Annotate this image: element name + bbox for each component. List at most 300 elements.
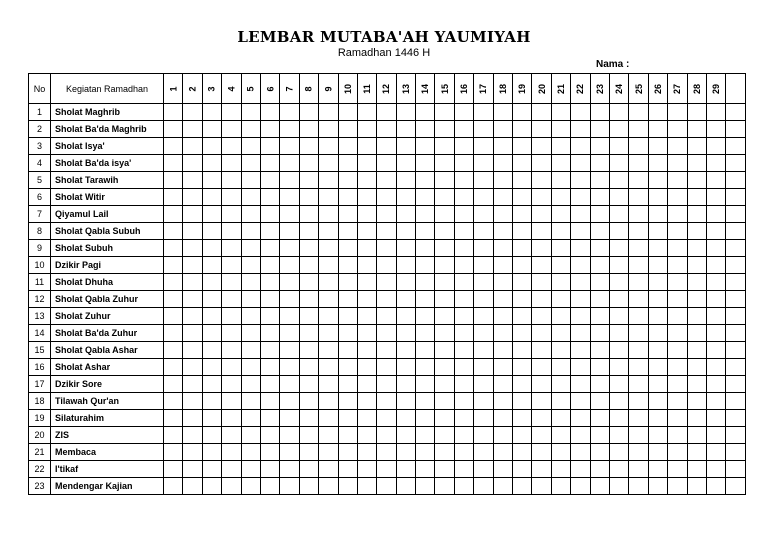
check-cell[interactable]	[513, 410, 532, 427]
check-cell[interactable]	[338, 342, 357, 359]
check-cell[interactable]	[338, 393, 357, 410]
check-cell[interactable]	[454, 291, 473, 308]
check-cell[interactable]	[551, 274, 570, 291]
check-cell[interactable]	[668, 308, 687, 325]
check-cell[interactable]	[668, 138, 687, 155]
check-cell[interactable]	[183, 121, 202, 138]
check-cell[interactable]	[513, 376, 532, 393]
check-cell[interactable]	[571, 240, 590, 257]
check-cell[interactable]	[668, 274, 687, 291]
check-cell[interactable]	[396, 359, 415, 376]
check-cell[interactable]	[551, 427, 570, 444]
check-cell[interactable]	[319, 206, 338, 223]
check-cell[interactable]	[493, 478, 512, 495]
check-cell[interactable]	[338, 376, 357, 393]
check-cell[interactable]	[396, 121, 415, 138]
check-cell[interactable]	[299, 376, 318, 393]
check-cell[interactable]	[571, 478, 590, 495]
check-cell[interactable]	[513, 393, 532, 410]
check-cell[interactable]	[183, 274, 202, 291]
check-cell[interactable]	[435, 461, 454, 478]
check-cell[interactable]	[319, 189, 338, 206]
check-cell[interactable]	[222, 121, 241, 138]
check-cell[interactable]	[571, 461, 590, 478]
check-cell[interactable]	[260, 223, 279, 240]
check-cell[interactable]	[590, 240, 609, 257]
check-cell[interactable]	[435, 410, 454, 427]
check-cell[interactable]	[493, 410, 512, 427]
check-cell[interactable]	[164, 308, 183, 325]
check-cell[interactable]	[551, 223, 570, 240]
check-cell[interactable]	[493, 104, 512, 121]
check-cell[interactable]	[396, 393, 415, 410]
check-cell[interactable]	[377, 189, 396, 206]
check-cell[interactable]	[183, 155, 202, 172]
check-cell[interactable]	[687, 240, 706, 257]
check-cell[interactable]	[551, 444, 570, 461]
check-cell[interactable]	[706, 274, 725, 291]
check-cell[interactable]	[454, 410, 473, 427]
check-cell[interactable]	[687, 444, 706, 461]
check-cell[interactable]	[396, 206, 415, 223]
check-cell[interactable]	[474, 461, 493, 478]
check-cell[interactable]	[183, 291, 202, 308]
check-cell[interactable]	[648, 223, 667, 240]
check-cell[interactable]	[435, 223, 454, 240]
check-cell[interactable]	[687, 138, 706, 155]
check-cell[interactable]	[241, 121, 260, 138]
check-cell[interactable]	[435, 172, 454, 189]
check-cell[interactable]	[493, 189, 512, 206]
check-cell[interactable]	[319, 410, 338, 427]
check-cell[interactable]	[454, 223, 473, 240]
check-cell[interactable]	[668, 240, 687, 257]
check-cell[interactable]	[202, 308, 221, 325]
check-cell[interactable]	[338, 325, 357, 342]
check-cell[interactable]	[706, 461, 725, 478]
check-cell[interactable]	[260, 121, 279, 138]
check-cell[interactable]	[338, 308, 357, 325]
check-cell[interactable]	[435, 376, 454, 393]
check-cell[interactable]	[668, 172, 687, 189]
check-cell[interactable]	[357, 478, 376, 495]
check-cell[interactable]	[706, 104, 725, 121]
check-cell[interactable]	[396, 189, 415, 206]
check-cell[interactable]	[183, 138, 202, 155]
check-cell[interactable]	[280, 325, 299, 342]
check-cell[interactable]	[454, 172, 473, 189]
check-cell[interactable]	[726, 376, 745, 393]
check-cell[interactable]	[319, 444, 338, 461]
check-cell[interactable]	[629, 172, 648, 189]
check-cell[interactable]	[319, 308, 338, 325]
check-cell[interactable]	[668, 223, 687, 240]
check-cell[interactable]	[629, 410, 648, 427]
check-cell[interactable]	[648, 274, 667, 291]
check-cell[interactable]	[241, 206, 260, 223]
check-cell[interactable]	[454, 427, 473, 444]
check-cell[interactable]	[493, 342, 512, 359]
check-cell[interactable]	[416, 376, 435, 393]
check-cell[interactable]	[357, 274, 376, 291]
check-cell[interactable]	[299, 121, 318, 138]
check-cell[interactable]	[609, 240, 628, 257]
check-cell[interactable]	[299, 478, 318, 495]
check-cell[interactable]	[222, 478, 241, 495]
check-cell[interactable]	[164, 393, 183, 410]
check-cell[interactable]	[687, 223, 706, 240]
check-cell[interactable]	[551, 121, 570, 138]
check-cell[interactable]	[590, 291, 609, 308]
check-cell[interactable]	[299, 291, 318, 308]
check-cell[interactable]	[571, 206, 590, 223]
check-cell[interactable]	[706, 121, 725, 138]
check-cell[interactable]	[416, 189, 435, 206]
check-cell[interactable]	[319, 274, 338, 291]
check-cell[interactable]	[319, 172, 338, 189]
check-cell[interactable]	[396, 257, 415, 274]
check-cell[interactable]	[338, 240, 357, 257]
check-cell[interactable]	[609, 342, 628, 359]
check-cell[interactable]	[687, 342, 706, 359]
check-cell[interactable]	[609, 461, 628, 478]
check-cell[interactable]	[513, 104, 532, 121]
check-cell[interactable]	[648, 257, 667, 274]
check-cell[interactable]	[551, 325, 570, 342]
check-cell[interactable]	[299, 308, 318, 325]
check-cell[interactable]	[357, 342, 376, 359]
check-cell[interactable]	[629, 393, 648, 410]
check-cell[interactable]	[299, 325, 318, 342]
check-cell[interactable]	[260, 359, 279, 376]
check-cell[interactable]	[609, 325, 628, 342]
check-cell[interactable]	[687, 189, 706, 206]
check-cell[interactable]	[260, 291, 279, 308]
check-cell[interactable]	[202, 325, 221, 342]
check-cell[interactable]	[377, 410, 396, 427]
check-cell[interactable]	[260, 189, 279, 206]
check-cell[interactable]	[241, 223, 260, 240]
check-cell[interactable]	[164, 155, 183, 172]
check-cell[interactable]	[454, 257, 473, 274]
check-cell[interactable]	[629, 121, 648, 138]
check-cell[interactable]	[532, 189, 551, 206]
check-cell[interactable]	[648, 410, 667, 427]
check-cell[interactable]	[493, 308, 512, 325]
check-cell[interactable]	[260, 444, 279, 461]
check-cell[interactable]	[532, 223, 551, 240]
check-cell[interactable]	[629, 478, 648, 495]
check-cell[interactable]	[648, 172, 667, 189]
check-cell[interactable]	[571, 325, 590, 342]
check-cell[interactable]	[590, 444, 609, 461]
check-cell[interactable]	[357, 393, 376, 410]
check-cell[interactable]	[435, 206, 454, 223]
check-cell[interactable]	[222, 291, 241, 308]
check-cell[interactable]	[551, 359, 570, 376]
check-cell[interactable]	[590, 393, 609, 410]
check-cell[interactable]	[648, 393, 667, 410]
check-cell[interactable]	[319, 257, 338, 274]
check-cell[interactable]	[377, 274, 396, 291]
check-cell[interactable]	[726, 206, 745, 223]
check-cell[interactable]	[629, 427, 648, 444]
check-cell[interactable]	[299, 342, 318, 359]
check-cell[interactable]	[183, 206, 202, 223]
check-cell[interactable]	[299, 155, 318, 172]
check-cell[interactable]	[571, 155, 590, 172]
check-cell[interactable]	[377, 478, 396, 495]
check-cell[interactable]	[164, 138, 183, 155]
check-cell[interactable]	[668, 427, 687, 444]
check-cell[interactable]	[202, 359, 221, 376]
check-cell[interactable]	[164, 257, 183, 274]
check-cell[interactable]	[609, 308, 628, 325]
check-cell[interactable]	[280, 444, 299, 461]
check-cell[interactable]	[319, 291, 338, 308]
check-cell[interactable]	[571, 342, 590, 359]
check-cell[interactable]	[299, 410, 318, 427]
check-cell[interactable]	[435, 478, 454, 495]
check-cell[interactable]	[183, 257, 202, 274]
check-cell[interactable]	[454, 104, 473, 121]
check-cell[interactable]	[222, 342, 241, 359]
check-cell[interactable]	[260, 257, 279, 274]
check-cell[interactable]	[435, 240, 454, 257]
check-cell[interactable]	[435, 393, 454, 410]
check-cell[interactable]	[260, 240, 279, 257]
check-cell[interactable]	[609, 172, 628, 189]
check-cell[interactable]	[474, 223, 493, 240]
check-cell[interactable]	[396, 410, 415, 427]
check-cell[interactable]	[726, 274, 745, 291]
check-cell[interactable]	[357, 121, 376, 138]
check-cell[interactable]	[377, 223, 396, 240]
check-cell[interactable]	[396, 444, 415, 461]
check-cell[interactable]	[590, 325, 609, 342]
check-cell[interactable]	[590, 172, 609, 189]
check-cell[interactable]	[338, 291, 357, 308]
check-cell[interactable]	[629, 155, 648, 172]
check-cell[interactable]	[164, 325, 183, 342]
check-cell[interactable]	[338, 104, 357, 121]
check-cell[interactable]	[474, 104, 493, 121]
check-cell[interactable]	[532, 461, 551, 478]
check-cell[interactable]	[319, 138, 338, 155]
check-cell[interactable]	[164, 189, 183, 206]
check-cell[interactable]	[609, 223, 628, 240]
check-cell[interactable]	[164, 342, 183, 359]
check-cell[interactable]	[687, 427, 706, 444]
check-cell[interactable]	[357, 376, 376, 393]
check-cell[interactable]	[532, 257, 551, 274]
check-cell[interactable]	[280, 138, 299, 155]
check-cell[interactable]	[474, 308, 493, 325]
check-cell[interactable]	[357, 189, 376, 206]
check-cell[interactable]	[726, 172, 745, 189]
check-cell[interactable]	[726, 257, 745, 274]
check-cell[interactable]	[164, 376, 183, 393]
check-cell[interactable]	[280, 291, 299, 308]
check-cell[interactable]	[629, 325, 648, 342]
check-cell[interactable]	[222, 359, 241, 376]
check-cell[interactable]	[416, 104, 435, 121]
check-cell[interactable]	[629, 257, 648, 274]
check-cell[interactable]	[299, 189, 318, 206]
check-cell[interactable]	[357, 257, 376, 274]
check-cell[interactable]	[687, 274, 706, 291]
check-cell[interactable]	[319, 342, 338, 359]
check-cell[interactable]	[377, 359, 396, 376]
check-cell[interactable]	[396, 291, 415, 308]
check-cell[interactable]	[435, 427, 454, 444]
check-cell[interactable]	[377, 325, 396, 342]
check-cell[interactable]	[280, 308, 299, 325]
check-cell[interactable]	[668, 155, 687, 172]
check-cell[interactable]	[183, 359, 202, 376]
check-cell[interactable]	[454, 325, 473, 342]
check-cell[interactable]	[435, 325, 454, 342]
check-cell[interactable]	[338, 274, 357, 291]
check-cell[interactable]	[416, 257, 435, 274]
check-cell[interactable]	[416, 274, 435, 291]
check-cell[interactable]	[474, 291, 493, 308]
check-cell[interactable]	[435, 308, 454, 325]
check-cell[interactable]	[164, 359, 183, 376]
check-cell[interactable]	[416, 410, 435, 427]
check-cell[interactable]	[668, 325, 687, 342]
check-cell[interactable]	[513, 240, 532, 257]
check-cell[interactable]	[357, 223, 376, 240]
check-cell[interactable]	[590, 104, 609, 121]
check-cell[interactable]	[532, 359, 551, 376]
check-cell[interactable]	[571, 376, 590, 393]
check-cell[interactable]	[280, 461, 299, 478]
check-cell[interactable]	[609, 427, 628, 444]
check-cell[interactable]	[609, 444, 628, 461]
check-cell[interactable]	[726, 104, 745, 121]
check-cell[interactable]	[222, 206, 241, 223]
check-cell[interactable]	[532, 342, 551, 359]
check-cell[interactable]	[260, 461, 279, 478]
check-cell[interactable]	[222, 308, 241, 325]
check-cell[interactable]	[590, 223, 609, 240]
check-cell[interactable]	[629, 461, 648, 478]
check-cell[interactable]	[551, 240, 570, 257]
check-cell[interactable]	[183, 376, 202, 393]
check-cell[interactable]	[609, 189, 628, 206]
check-cell[interactable]	[202, 291, 221, 308]
check-cell[interactable]	[416, 359, 435, 376]
check-cell[interactable]	[222, 461, 241, 478]
check-cell[interactable]	[260, 410, 279, 427]
check-cell[interactable]	[474, 325, 493, 342]
check-cell[interactable]	[280, 376, 299, 393]
check-cell[interactable]	[454, 155, 473, 172]
check-cell[interactable]	[357, 155, 376, 172]
check-cell[interactable]	[687, 257, 706, 274]
check-cell[interactable]	[513, 325, 532, 342]
check-cell[interactable]	[338, 189, 357, 206]
check-cell[interactable]	[454, 274, 473, 291]
check-cell[interactable]	[609, 104, 628, 121]
check-cell[interactable]	[590, 461, 609, 478]
check-cell[interactable]	[202, 257, 221, 274]
check-cell[interactable]	[668, 376, 687, 393]
check-cell[interactable]	[241, 240, 260, 257]
check-cell[interactable]	[513, 189, 532, 206]
check-cell[interactable]	[164, 104, 183, 121]
check-cell[interactable]	[571, 393, 590, 410]
check-cell[interactable]	[474, 172, 493, 189]
check-cell[interactable]	[629, 223, 648, 240]
check-cell[interactable]	[454, 308, 473, 325]
check-cell[interactable]	[629, 274, 648, 291]
check-cell[interactable]	[609, 359, 628, 376]
check-cell[interactable]	[241, 189, 260, 206]
check-cell[interactable]	[551, 138, 570, 155]
check-cell[interactable]	[299, 240, 318, 257]
check-cell[interactable]	[377, 104, 396, 121]
check-cell[interactable]	[183, 189, 202, 206]
check-cell[interactable]	[299, 172, 318, 189]
check-cell[interactable]	[280, 155, 299, 172]
check-cell[interactable]	[202, 138, 221, 155]
check-cell[interactable]	[280, 206, 299, 223]
check-cell[interactable]	[435, 121, 454, 138]
check-cell[interactable]	[687, 410, 706, 427]
check-cell[interactable]	[571, 444, 590, 461]
check-cell[interactable]	[687, 478, 706, 495]
check-cell[interactable]	[706, 206, 725, 223]
check-cell[interactable]	[726, 478, 745, 495]
check-cell[interactable]	[687, 359, 706, 376]
check-cell[interactable]	[202, 206, 221, 223]
check-cell[interactable]	[435, 274, 454, 291]
check-cell[interactable]	[183, 325, 202, 342]
check-cell[interactable]	[629, 376, 648, 393]
check-cell[interactable]	[357, 359, 376, 376]
check-cell[interactable]	[513, 223, 532, 240]
check-cell[interactable]	[493, 325, 512, 342]
check-cell[interactable]	[513, 291, 532, 308]
check-cell[interactable]	[571, 223, 590, 240]
check-cell[interactable]	[222, 393, 241, 410]
check-cell[interactable]	[416, 121, 435, 138]
check-cell[interactable]	[260, 325, 279, 342]
check-cell[interactable]	[513, 274, 532, 291]
check-cell[interactable]	[435, 138, 454, 155]
check-cell[interactable]	[222, 240, 241, 257]
check-cell[interactable]	[222, 172, 241, 189]
check-cell[interactable]	[590, 155, 609, 172]
check-cell[interactable]	[706, 138, 725, 155]
check-cell[interactable]	[241, 393, 260, 410]
check-cell[interactable]	[260, 376, 279, 393]
check-cell[interactable]	[726, 240, 745, 257]
check-cell[interactable]	[357, 172, 376, 189]
check-cell[interactable]	[648, 325, 667, 342]
check-cell[interactable]	[726, 291, 745, 308]
check-cell[interactable]	[299, 359, 318, 376]
check-cell[interactable]	[551, 308, 570, 325]
check-cell[interactable]	[668, 206, 687, 223]
check-cell[interactable]	[222, 104, 241, 121]
check-cell[interactable]	[416, 444, 435, 461]
check-cell[interactable]	[183, 308, 202, 325]
check-cell[interactable]	[416, 138, 435, 155]
check-cell[interactable]	[668, 359, 687, 376]
